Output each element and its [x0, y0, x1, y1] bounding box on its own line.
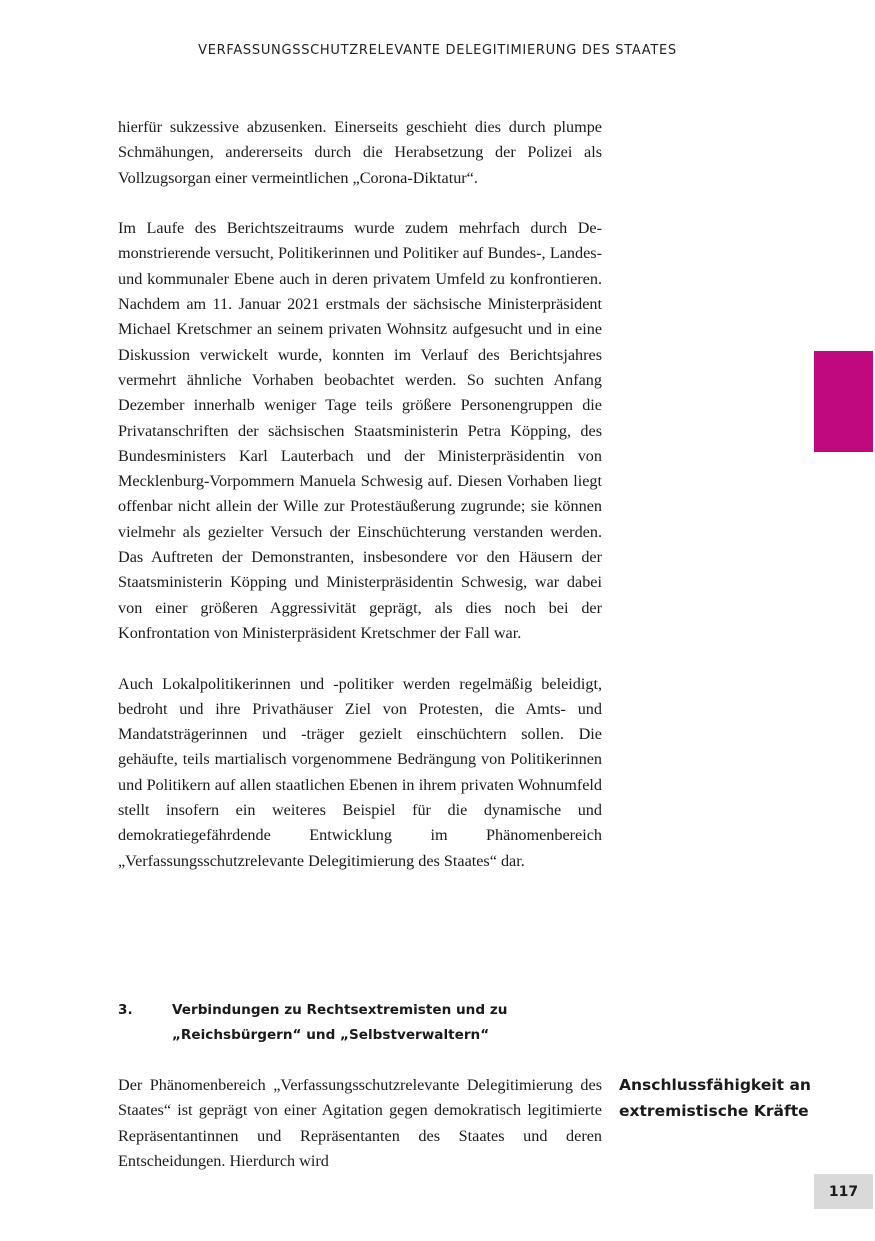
section-title-line-2: „Reichsbürgern“ und „Selbstverwaltern“: [172, 1027, 490, 1043]
section-number: 3.: [118, 1002, 133, 1018]
section-title: [172, 998, 602, 1048]
section-heading: [118, 998, 602, 1048]
margin-note-line-1: Anschlussfähigkeit an: [619, 1076, 811, 1094]
paragraph-3: Auch Lokalpolitikerinnen und -politiker werden regelmäßig beleidigt, bedroht und ihre Privathäuser Ziel von Protesten, die Amts- und Mandatsträgerinnen und -träger gezielt einschüchtern sollen. Die gehäufte, teils martialisch vorgenommene Bedrängung von Politikerinnen und Politikern auf allen staatlichen Ebenen in ihrem privaten Wohnumfeld stellt insofern ein weiteres Beispiel für die dynamische und demokratiegefährdende Entwicklung im Phänomenbereich „Verfassungsschutzrelevante Delegitimierung des Staates“ dar.: [118, 674, 602, 870]
chapter-marker-tab: [814, 351, 873, 452]
section-paragraph: Der Phänomenbereich „Verfassungsschutzrelevante Delegitimierung des Staates“ ist geprägt von einer Agitation gegen demokratisch legitimierte Repräsentantinnen und Repräsentanten des Staates und deren Entscheidungen. Hierdurch wird: [118, 1076, 602, 1170]
margin-note-line-2: extremistische Kräfte: [619, 1101, 809, 1120]
body-text: [118, 115, 602, 899]
paragraph-1: hierfür sukzessive abzusenken. Einerseits geschieht dies durch plumpe Schmähungen, andererseits durch die Herabsetzung der Polizei als Vollzugsorgan einer vermeintlichen „Corona-Diktatur“.: [118, 118, 602, 187]
margin-note: [619, 1073, 819, 1124]
section-body: [118, 1073, 602, 1199]
paragraph-2: Im Laufe des Berichtszeitraums wurde zudem mehrfach durch Demonstrierende versucht, Politikerinnen und Politiker auf Bundes-, Landes- und kommunaler Ebene auch in deren privatem Umfeld zu konfrontieren. Nachdem am 11. Januar 2021 erstmals der sächsische Ministerpräsident Michael Kretschmer an seinem privaten Wohnsitz aufgesucht und in eine Diskussion verwickelt wurde, konnten im Verlauf des Berichtsjahres vermehrt ähnliche Vorhaben beobachtet werden. So suchten Anfang Dezember innerhalb weniger Tage teils größere Personengruppen die Privatanschriften der sächsischen Staatsministerin Petra Köpping, des Bundesministers Karl Lauterbach und der Ministerpräsidentin von Mecklenburg-Vorpommern Manuela Schwesig auf. Diesen Vorhaben liegt offenbar nicht allein der Wille zur Protestäußerung zugrunde; sie können vielmehr als gezielter Versuch der Einschüchterung verstanden werden. Das Auftreten der Demonstranten, insbesondere vor den Häusern der Staatsministerin Köpping und Ministerpräsidentin Schwesig, war dabei von einer größeren Aggressivität geprägt, als dies noch bei der Konfrontation von Ministerpräsident Kretschmer der Fall war.: [118, 219, 602, 642]
page-number: 117: [814, 1174, 873, 1209]
section-title-line-1: Verbindungen zu Rechtsextremisten und zu: [172, 1002, 508, 1018]
running-header: VERFASSUNGSSCHUTZRELEVANTE DELEGITIMIERUNG DES STAATES: [198, 43, 677, 58]
